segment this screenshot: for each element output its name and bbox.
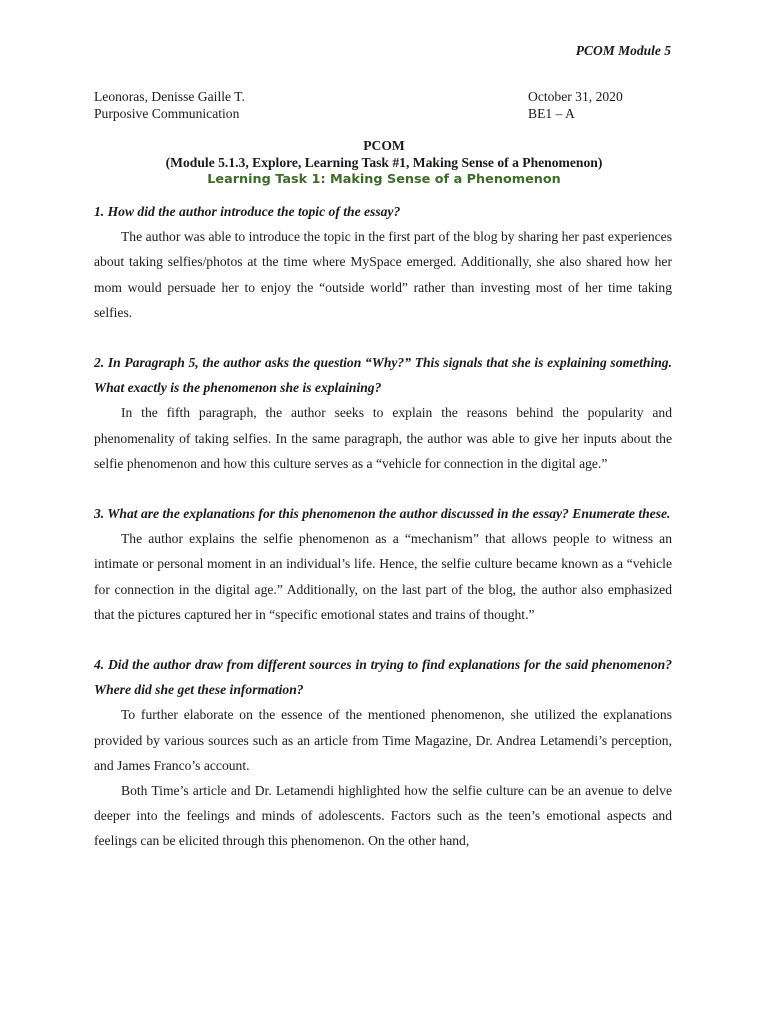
question-2: 2. In Paragraph 5, the author asks the question “Why?” This signals that she is explaining something. What exactly is the phenomenon she is explaining? (94, 355, 672, 396)
meta-row-1 (94, 88, 674, 105)
student-name: Leonoras, Denisse Gaille T. (94, 89, 245, 104)
answer-4-paragraph-2: Both Time’s article and Dr. Letamendi highlighted how the selfie culture can be an avenue to delve deeper into the feelings and minds of adolescents. Factors such as the teen’s emotional aspects and feelings can be elicited through this phenomenon. On the other hand, (94, 783, 672, 849)
question-4: 4. Did the author draw from different sources in trying to find explanations for the said phenomenon? Where did she get these information? (94, 657, 672, 698)
spacer (94, 325, 672, 350)
course-name: Purposive Communication (94, 106, 240, 121)
doc-title: PCOM (363, 138, 405, 153)
running-header: PCOM Module 5 (575, 43, 671, 58)
doc-subtitle: (Module 5.1.3, Explore, Learning Task #1, Making Sense of a Phenomenon) (165, 155, 603, 170)
task-heading: Learning Task 1: Making Sense of a Phenomenon (207, 172, 561, 187)
question-3: 3. What are the explanations for this phenomenon the author discussed in the essay? Enumerate these. (94, 506, 671, 522)
student-info (94, 88, 674, 122)
answer-4-paragraph-1: To further elaborate on the essence of the mentioned phenomenon, she utilized the explanations provided by various sources such as an article from Time Magazine, Dr. Andrea Letamendi’s perception, and James Franco’s account. (94, 707, 672, 773)
submission-date: October 31, 2020 (528, 89, 623, 104)
spacer (94, 476, 672, 501)
title-block (94, 137, 674, 188)
answer-3-paragraph: The author explains the selfie phenomenon as a “mechanism” that allows people to witness an intimate or personal moment in an individual’s life. Hence, the selfie culture became known as a “vehicle for connection in the digital age.” Additionally, on the last part of the blog, the author also emphasized that the pictures captured her in “specific emotional states and trains of thought.” (94, 531, 672, 622)
spacer (94, 627, 672, 652)
question-1: 1. How did the author introduce the topic of the essay? (94, 204, 401, 219)
answer-1-paragraph: The author was able to introduce the topic in the first part of the blog by sharing her past experiences about taking selfies/photos at the time where MySpace emerged. Additionally, she also shared how her mom would persuade her to enjoy the “outside world” rather than investing most of her time taking selfies. (94, 229, 672, 320)
meta-row-2 (94, 105, 674, 122)
document-body (94, 199, 672, 854)
section: BE1 – A (528, 106, 575, 121)
answer-2-paragraph: In the fifth paragraph, the author seeks to explain the reasons behind the popularity and phenomenality of taking selfies. In the same paragraph, the author was able to give her inputs about the selfie phenomenon and how this culture serves as a “vehicle for connection in the digital age.” (94, 405, 672, 471)
